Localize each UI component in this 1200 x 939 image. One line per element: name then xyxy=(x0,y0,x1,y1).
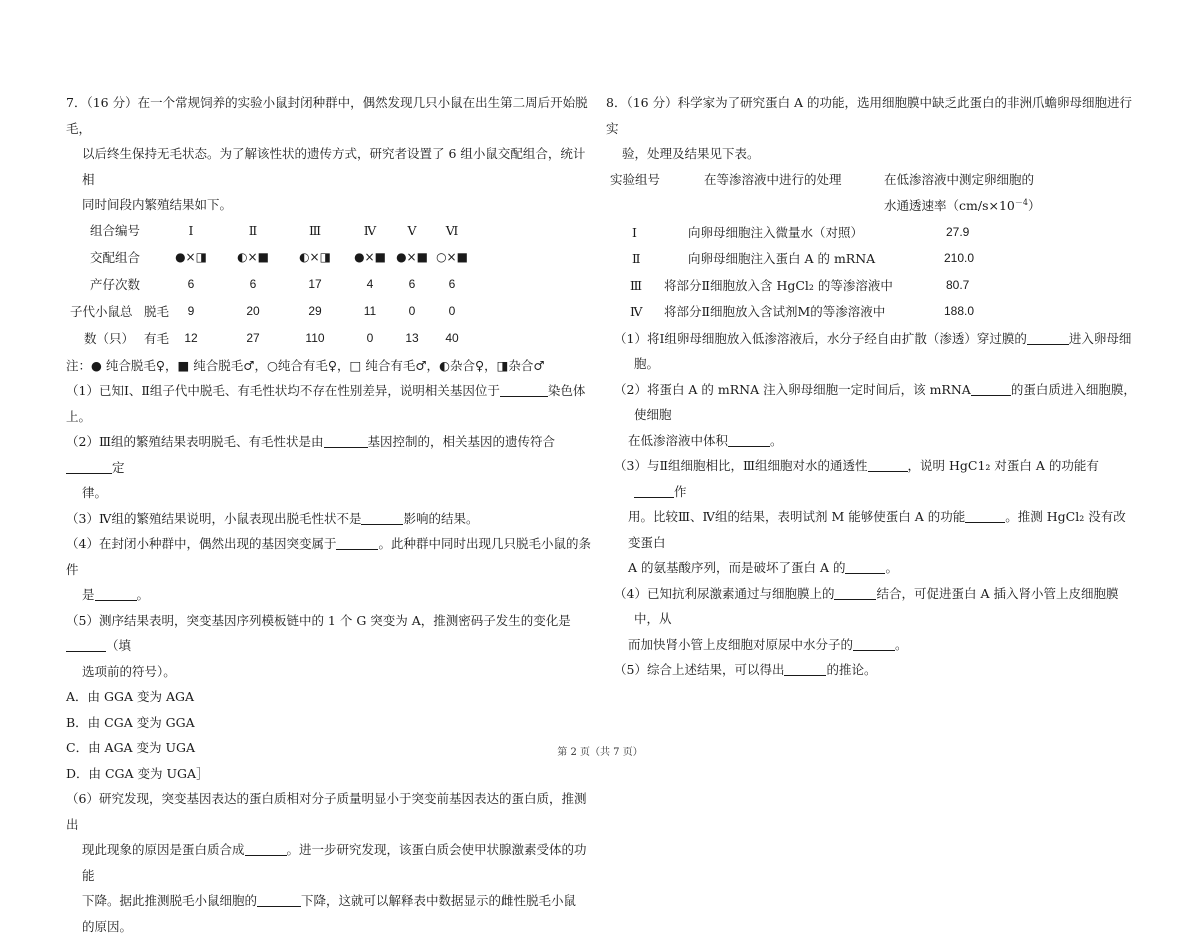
value-cell: 27.9 xyxy=(946,220,969,246)
q8-stem-line-1: 8．（16 分）科学家为了研究蛋白 A 的功能，选用细胞膜中缺乏此蛋白的非洲爪蟾卵母细胞进行实 xyxy=(606,90,1136,141)
hairy-label: 有毛 xyxy=(144,326,169,352)
q7-sub-4-text: 是 xyxy=(82,587,95,602)
question-7 xyxy=(66,90,596,939)
q7-sub-1 xyxy=(66,378,596,429)
q8-sub-3-text: ，说明 HgC1₂ 对蛋白 A 的功能有 xyxy=(908,458,1099,473)
hairy-cell: 12 xyxy=(160,326,222,353)
litter-cell: 6 xyxy=(394,272,430,299)
hairy-cell: 0 xyxy=(346,326,394,353)
group-header: Ⅰ xyxy=(160,218,222,245)
q8-sub-2-cont xyxy=(606,428,1136,454)
cross-cell: ●×■ xyxy=(346,245,394,272)
hairless-cell: 0 xyxy=(394,299,430,326)
q8-sub-2-text: 。 xyxy=(770,433,783,448)
q8-sub-2 xyxy=(606,377,1136,428)
value-cell: 210.0 xyxy=(944,246,974,272)
answer-blank[interactable] xyxy=(257,892,301,907)
group-cell: Ⅱ xyxy=(632,246,641,272)
header-result-unit: 水通透速率（cm/s×10 xyxy=(884,198,1015,213)
table-row xyxy=(70,272,474,299)
q8-sub-4-text: （4）已知抗利尿激素通过与细胞膜上的 xyxy=(614,586,834,601)
group-header: Ⅵ xyxy=(430,218,474,245)
litter-cell: 4 xyxy=(346,272,394,299)
option-b[interactable]: B．由 CGA 变为 GGA xyxy=(66,710,596,736)
treatment-cell: 向卵母细胞注入微量水（对照） xyxy=(688,220,863,246)
row-label: 产仔次数 xyxy=(70,272,160,299)
table-header-row xyxy=(606,193,1136,220)
cross-cell: ○×■ xyxy=(430,245,474,272)
q8-sub-1-text: （1）将Ⅰ组卵母细胞放入低渗溶液后，水分子经自由扩散（渗透）穿过膜的 xyxy=(614,331,1027,346)
q7-sub-6-text: 下降。据此推测脱毛小鼠细胞的 xyxy=(82,893,257,908)
q7-sub-6-text: 下降，这就可以解释表中数据显示的雌性脱毛小鼠 xyxy=(301,893,576,908)
table-row xyxy=(606,273,1136,300)
q7-sub-1-end: 染色体上。 xyxy=(66,383,585,424)
header-treatment: 在等渗溶液中进行的处理 xyxy=(704,167,842,193)
q7-sub-4-text: 。 xyxy=(137,587,150,602)
answer-blank[interactable] xyxy=(361,510,403,525)
q7-sub-6-text: 。进一步研究发现，该蛋白质会使甲状腺激素受体的功能 xyxy=(82,842,587,883)
group-header: Ⅴ xyxy=(394,218,430,245)
table-row xyxy=(606,220,1136,247)
q7-sub-5-cont: 选项前的符号）。 xyxy=(66,659,596,685)
q8-sub-3-text: 。 xyxy=(885,560,898,575)
answer-blank[interactable] xyxy=(784,661,826,676)
treatment-cell: 将部分Ⅱ细胞放入含试剂M的等渗溶液中 xyxy=(664,299,885,325)
header-result-line-2 xyxy=(884,193,1040,219)
cross-cell: ◐×◨ xyxy=(284,245,346,272)
q8-sub-3-text: 作 xyxy=(674,484,687,499)
q7-sub-2 xyxy=(66,429,596,480)
q8-sub-3-text: （3）与Ⅱ组细胞相比，Ⅲ组细胞对水的通透性 xyxy=(614,458,868,473)
offspring-label-cell xyxy=(70,299,160,326)
q8-stem-line-2: 验，处理及结果见下表。 xyxy=(606,141,1136,167)
q8-sub-4-text: 结合，可促进蛋白 A 插入肾小管上皮细胞膜中，从 xyxy=(634,586,1118,627)
q7-sub-5 xyxy=(66,608,596,659)
option-c[interactable]: C．由 AGA 变为 UGA xyxy=(66,735,596,761)
answer-blank[interactable] xyxy=(853,636,895,651)
q7-sub-2-text: （2）Ⅲ组的繁殖结果表明脱毛、有毛性状是由 xyxy=(66,434,324,449)
q8-sub-3-text: 。推测 HgCl₂ 没有改变蛋白 xyxy=(628,509,1126,550)
answer-blank[interactable] xyxy=(868,457,908,472)
answer-blank[interactable] xyxy=(1027,330,1069,345)
header-result-exponent: －4 xyxy=(1015,198,1028,207)
row-label: 组合编号 xyxy=(70,218,160,245)
treatment-cell: 向卵母细胞注入蛋白 A 的 mRNA xyxy=(688,246,875,272)
table-row xyxy=(70,218,474,245)
hairy-cell: 27 xyxy=(222,326,284,353)
group-header: Ⅲ xyxy=(284,218,346,245)
answer-blank[interactable] xyxy=(245,841,287,856)
treatment-cell: 将部分Ⅱ细胞放入含 HgCl₂ 的等渗溶液中 xyxy=(664,273,893,299)
q7-sub-3 xyxy=(66,506,596,532)
answer-blank[interactable] xyxy=(634,483,674,498)
group-cell: Ⅰ xyxy=(632,220,637,246)
q7-stem-line-2: 以后终生保持无毛状态。为了解该性状的遗传方式，研究者设置了 6 组小鼠交配组合，统计相 xyxy=(66,141,596,192)
group-cell: Ⅲ xyxy=(630,273,642,299)
page-footer: 第 2 页（共 7 页） xyxy=(0,743,1200,758)
q8-sub-3 xyxy=(606,453,1136,504)
cross-cell: ●×■ xyxy=(394,245,430,272)
litter-cell: 17 xyxy=(284,272,346,299)
table-row xyxy=(606,246,1136,273)
answer-blank[interactable] xyxy=(66,459,112,474)
q7-sub-2-text: 定 xyxy=(112,460,125,475)
answer-blank[interactable] xyxy=(965,508,1005,523)
answer-blank[interactable] xyxy=(500,382,548,397)
hairless-cell: 0 xyxy=(430,299,474,326)
offspring-label-line-2: 数（只） xyxy=(70,331,134,346)
mating-table xyxy=(70,218,474,353)
litter-cell: 6 xyxy=(430,272,474,299)
group-header: Ⅳ xyxy=(346,218,394,245)
q7-sub-3-text: 影响的结果。 xyxy=(403,511,478,526)
answer-blank[interactable] xyxy=(971,381,1011,396)
q8-sub-3-text: 用。比较Ⅲ、Ⅳ组的结果，表明试剂 M 能够使蛋白 A 的功能 xyxy=(628,509,965,524)
q7-sub-4-text: （4）在封闭小种群中，偶然出现的基因突变属于 xyxy=(66,536,336,551)
hairless-label: 脱毛 xyxy=(144,299,169,325)
q7-sub-2-text: 基因控制的，相关基因的遗传符合 xyxy=(368,434,556,449)
hairy-cell: 40 xyxy=(430,326,474,353)
q7-stem-line-1: 7．（16 分）在一个常规饲养的实验小鼠封闭种群中，偶然发现几只小鼠在出生第二周后开始脱毛， xyxy=(66,90,596,141)
q7-sub-5-text: （5）测序结果表明，突变基因序列模板链中的 1 个 G 突变为 A，推测密码子发生的变化是 xyxy=(66,613,571,628)
experiment-table xyxy=(606,167,1136,326)
table-row xyxy=(606,299,1136,326)
q8-sub-4-text: 。 xyxy=(895,637,908,652)
value-cell: 188.0 xyxy=(944,299,974,325)
q8-sub-3-cont xyxy=(606,504,1136,555)
q8-sub-2-text: 在低渗溶液中体积 xyxy=(628,433,728,448)
table-row xyxy=(70,326,474,353)
q7-sub-5-text: （填 xyxy=(106,638,131,653)
table-header-row xyxy=(606,167,1136,194)
q8-sub-4-text: 而加快肾小管上皮细胞对原尿中水分子的 xyxy=(628,637,853,652)
q7-stem-line-3: 同时间段内繁殖结果如下。 xyxy=(66,192,596,218)
header-group: 实验组号 xyxy=(610,167,660,193)
q7-sub-3-text: （3）Ⅳ组的繁殖结果说明，小鼠表现出脱毛性状不是 xyxy=(66,511,361,526)
q7-sub-6-cont: 的原因。 xyxy=(66,914,596,939)
question-8 xyxy=(606,90,1136,683)
symbol-note: 注：● 纯合脱毛♀，■ 纯合脱毛♂，○纯合有毛♀，□ 纯合有毛♂，◐杂合♀，◨杂合♂ xyxy=(66,353,596,379)
q8-sub-3-cont xyxy=(606,555,1136,581)
q7-sub-6-cont xyxy=(66,837,596,888)
option-a[interactable]: A．由 GGA 变为 AGA xyxy=(66,684,596,710)
litter-cell: 6 xyxy=(222,272,284,299)
answer-blank[interactable] xyxy=(845,559,885,574)
answer-blank[interactable] xyxy=(728,432,770,447)
q8-sub-2-text: （2）将蛋白 A 的 mRNA 注入卵母细胞一定时间后，该 mRNA xyxy=(614,382,971,397)
q7-sub-6: （6）研究发现，突变基因表达的蛋白质相对分子质量明显小于突变前基因表达的蛋白质，推测出 xyxy=(66,786,596,837)
q8-sub-3-text: A 的氨基酸序列，而是破坏了蛋白 A 的 xyxy=(628,560,845,575)
answer-blank[interactable] xyxy=(324,433,368,448)
hairy-cell: 13 xyxy=(394,326,430,353)
q8-sub-4 xyxy=(606,581,1136,632)
cross-cell: ◐×■ xyxy=(222,245,284,272)
q7-sub-4-text: 。此种群中同时出现几只脱毛小鼠的条件 xyxy=(66,536,591,577)
group-cell: Ⅳ xyxy=(630,299,643,325)
hairless-cell: 20 xyxy=(222,299,284,326)
hairy-cell: 110 xyxy=(284,326,346,353)
value-cell: 80.7 xyxy=(946,273,969,299)
q8-sub-1-text: 进入卵母细胞。 xyxy=(634,331,1131,372)
q8-sub-5 xyxy=(606,657,1136,683)
header-result-close: ） xyxy=(1028,198,1041,213)
hairless-cell: 11 xyxy=(346,299,394,326)
q8-sub-5-text: 的推论。 xyxy=(826,662,876,677)
answer-blank[interactable] xyxy=(336,535,378,550)
q7-sub-4 xyxy=(66,531,596,582)
q8-sub-4-cont xyxy=(606,632,1136,658)
table-row xyxy=(70,299,474,326)
q8-sub-5-text: （5）综合上述结果，可以得出 xyxy=(614,662,784,677)
header-result-line-1: 在低渗溶液中测定卵细胞的 xyxy=(884,167,1034,193)
table-row xyxy=(70,245,474,272)
offspring-label-line-1: 子代小鼠总 xyxy=(70,304,133,319)
q8-sub-2-text: 的蛋白质进入细胞膜，使细胞 xyxy=(634,382,1136,423)
q7-sub-6-cont xyxy=(66,888,596,914)
answer-blank[interactable] xyxy=(66,637,106,652)
q7-sub-1-text: （1）已知Ⅰ、Ⅱ组子代中脱毛、有毛性状均不存在性别差异，说明相关基因位于 xyxy=(66,383,500,398)
q7-sub-2-cont: 律。 xyxy=(66,480,596,506)
group-header: Ⅱ xyxy=(222,218,284,245)
q7-sub-6-text: 现此现象的原因是蛋白质合成 xyxy=(82,842,245,857)
answer-blank[interactable] xyxy=(834,585,876,600)
offspring-label-cell xyxy=(70,326,160,353)
q7-sub-4-cont xyxy=(66,582,596,608)
hairless-cell: 9 xyxy=(160,299,222,326)
q8-sub-1 xyxy=(606,326,1136,377)
option-d[interactable]: D．由 CGA 变为 UGA］ xyxy=(66,761,596,787)
hairless-cell: 29 xyxy=(284,299,346,326)
answer-blank[interactable] xyxy=(95,586,137,601)
cross-cell: ●×◨ xyxy=(160,245,222,272)
litter-cell: 6 xyxy=(160,272,222,299)
row-label: 交配组合 xyxy=(70,245,160,272)
